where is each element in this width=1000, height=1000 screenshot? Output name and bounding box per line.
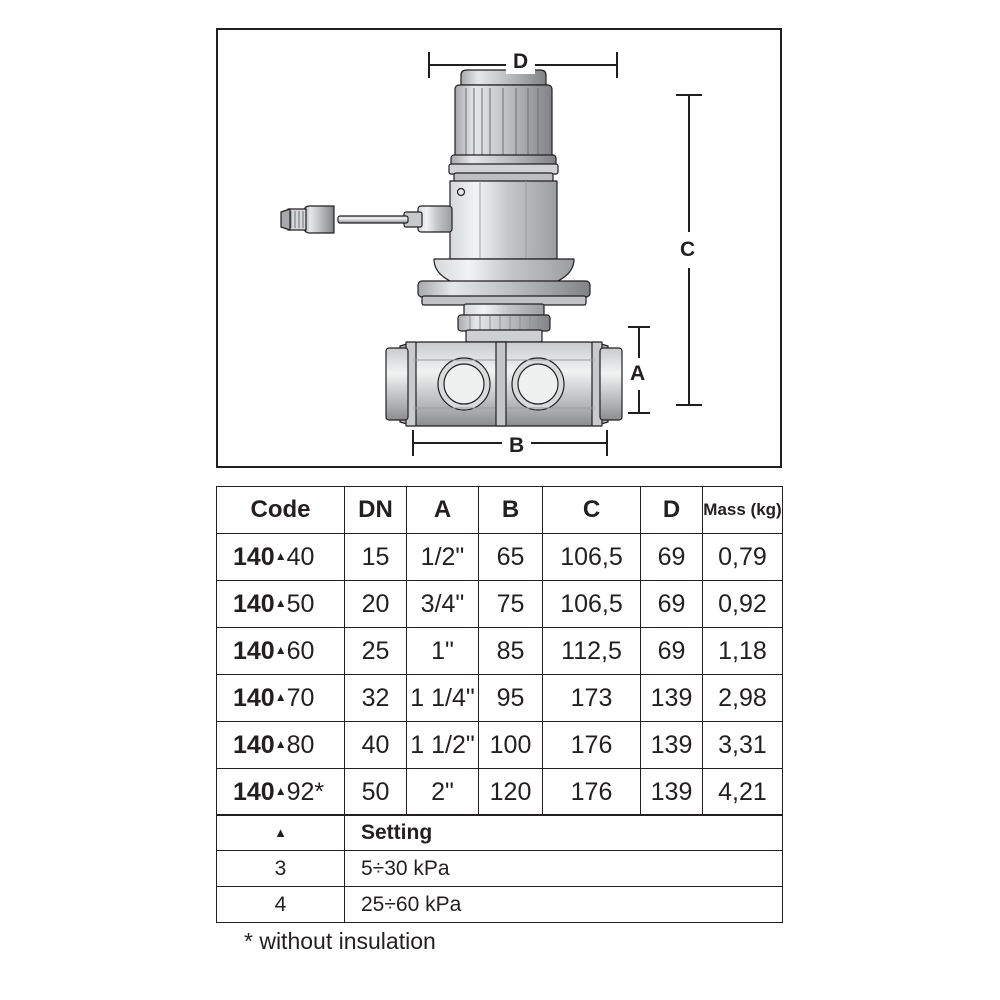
cell-b: 120 xyxy=(479,769,543,816)
specifications-table xyxy=(216,486,783,816)
cell-c: 112,5 xyxy=(543,628,641,675)
cell-c: 176 xyxy=(543,769,641,816)
cell-dn: 40 xyxy=(345,722,407,769)
cell-code: 140▲92* xyxy=(217,769,345,816)
cell-dn: 15 xyxy=(345,534,407,581)
setting-value: 25÷60 kPa xyxy=(345,887,783,923)
valve-drawing-panel xyxy=(216,28,782,468)
dimension-label-b: B xyxy=(502,434,531,458)
table-row xyxy=(217,628,783,675)
cell-dn: 32 xyxy=(345,675,407,722)
setting-header-row xyxy=(217,815,783,851)
cell-a: 1/2" xyxy=(407,534,479,581)
cell-a: 2" xyxy=(407,769,479,816)
setting-header-symbol: ▲ xyxy=(217,815,345,851)
cell-a: 1" xyxy=(407,628,479,675)
cell-b: 95 xyxy=(479,675,543,722)
dimension-arrow-c-bottom xyxy=(676,404,702,406)
dimension-label-a: A xyxy=(630,358,645,390)
cell-code: 140▲80 xyxy=(217,722,345,769)
cell-d: 69 xyxy=(641,628,703,675)
cell-c: 106,5 xyxy=(543,534,641,581)
cell-c: 176 xyxy=(543,722,641,769)
cell-b: 85 xyxy=(479,628,543,675)
dimension-arrow-a-bottom xyxy=(628,412,650,414)
dimension-arrow-a-top xyxy=(628,326,650,328)
dimension-arrow-d-right xyxy=(616,52,618,78)
cell-d: 139 xyxy=(641,769,703,816)
dimension-label-d: D xyxy=(506,50,535,74)
table-row xyxy=(217,722,783,769)
cell-c: 106,5 xyxy=(543,581,641,628)
cell-mass: 4,21 xyxy=(703,769,783,816)
cell-a: 1 1/4" xyxy=(407,675,479,722)
cell-code: 140▲60 xyxy=(217,628,345,675)
cell-b: 100 xyxy=(479,722,543,769)
table-row xyxy=(217,581,783,628)
table-row xyxy=(217,534,783,581)
setting-value: 5÷30 kPa xyxy=(345,851,783,887)
header-b: B xyxy=(479,487,543,534)
cell-dn: 50 xyxy=(345,769,407,816)
setting-header-label: Setting xyxy=(345,815,783,851)
cell-mass: 3,31 xyxy=(703,722,783,769)
table-row xyxy=(217,769,783,816)
dimension-label-c: C xyxy=(680,232,695,268)
cell-b: 65 xyxy=(479,534,543,581)
cell-code: 140▲70 xyxy=(217,675,345,722)
cell-code: 140▲50 xyxy=(217,581,345,628)
header-c: C xyxy=(543,487,641,534)
cell-mass: 2,98 xyxy=(703,675,783,722)
setting-key: 3 xyxy=(217,851,345,887)
cell-d: 69 xyxy=(641,581,703,628)
header-dn: DN xyxy=(345,487,407,534)
cell-a: 1 1/2" xyxy=(407,722,479,769)
cell-code: 140▲40 xyxy=(217,534,345,581)
dimension-arrow-c-top xyxy=(676,94,702,96)
setting-table xyxy=(216,814,783,923)
cell-d: 139 xyxy=(641,722,703,769)
setting-row xyxy=(217,887,783,923)
table-header-row xyxy=(217,487,783,534)
cell-mass: 1,18 xyxy=(703,628,783,675)
cell-mass: 0,92 xyxy=(703,581,783,628)
cell-c: 173 xyxy=(543,675,641,722)
cell-d: 139 xyxy=(641,675,703,722)
cell-mass: 0,79 xyxy=(703,534,783,581)
cell-b: 75 xyxy=(479,581,543,628)
cell-d: 69 xyxy=(641,534,703,581)
header-mass: Mass (kg) xyxy=(703,487,783,534)
dimension-arrow-b-left xyxy=(412,430,414,456)
cell-a: 3/4" xyxy=(407,581,479,628)
setting-row xyxy=(217,851,783,887)
table-row xyxy=(217,675,783,722)
dimension-arrow-d-left xyxy=(428,52,430,78)
setting-key: 4 xyxy=(217,887,345,923)
footnote: * without insulation xyxy=(244,928,436,954)
header-code: Code xyxy=(217,487,345,534)
cell-dn: 25 xyxy=(345,628,407,675)
header-a: A xyxy=(407,487,479,534)
cell-dn: 20 xyxy=(345,581,407,628)
dimension-arrow-b-right xyxy=(606,430,608,456)
header-d: D xyxy=(641,487,703,534)
